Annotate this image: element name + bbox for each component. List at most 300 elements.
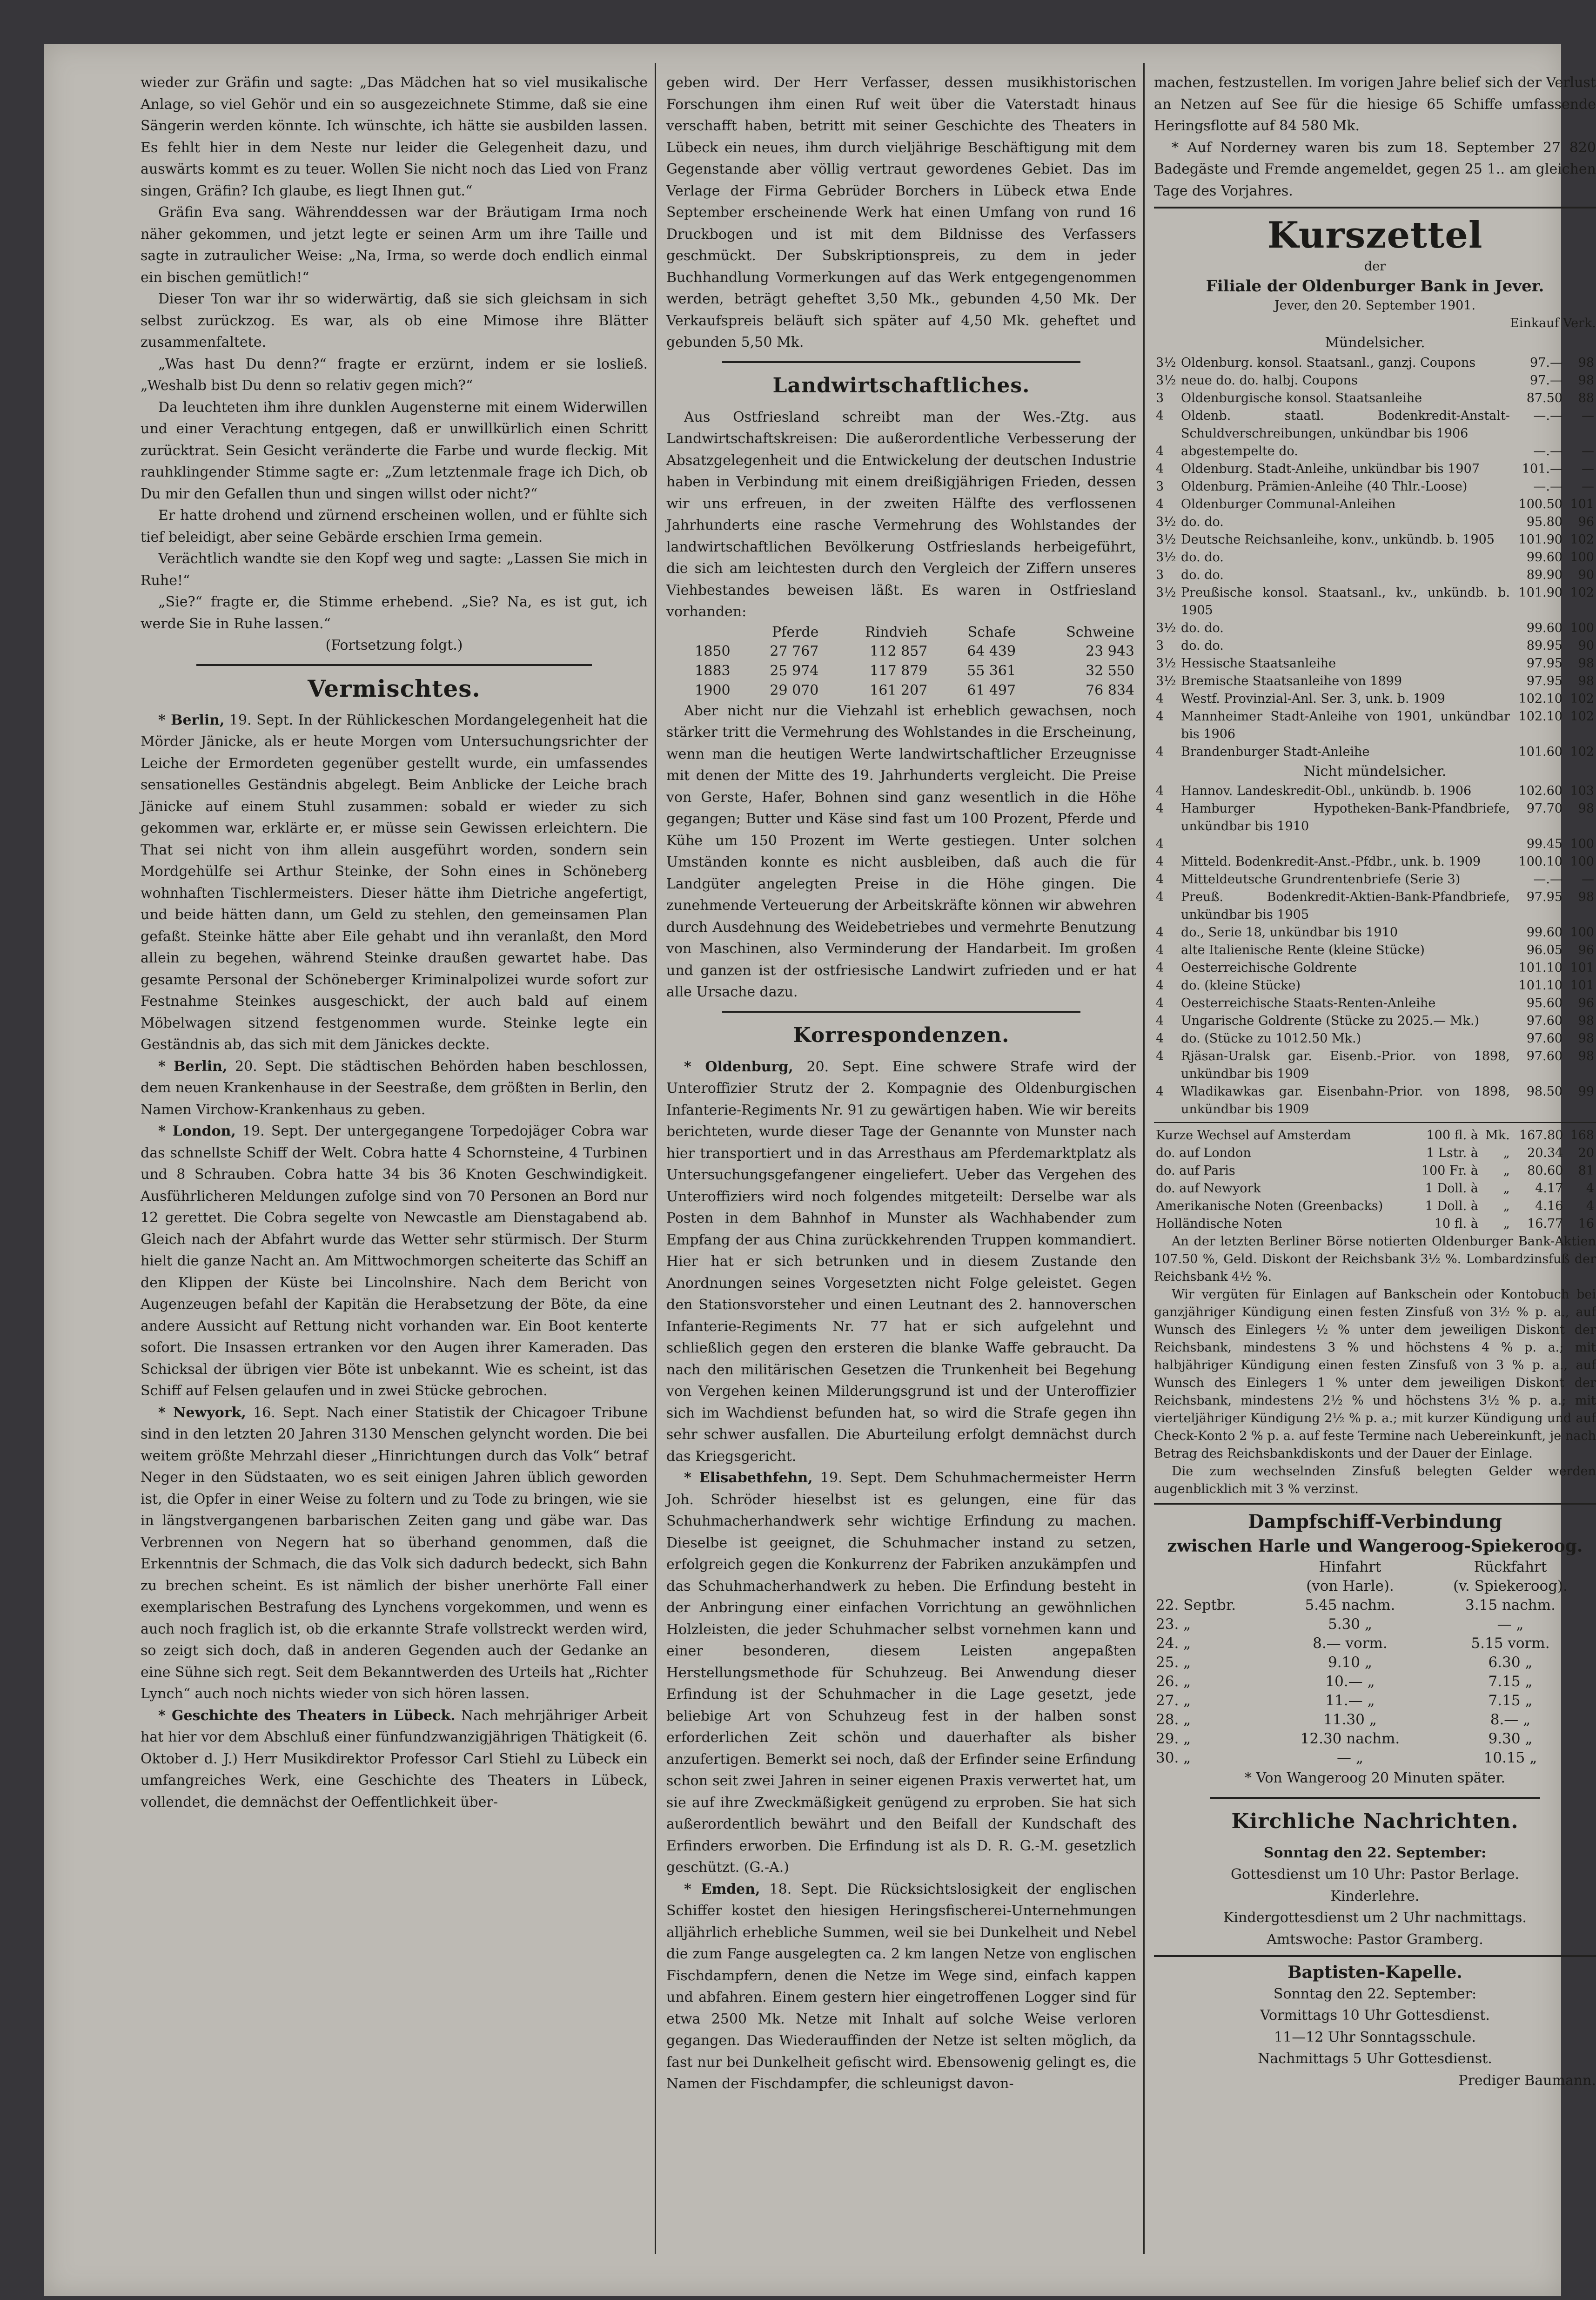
table-row	[1154, 1127, 1596, 1144]
security-name: Ungarische Goldrente (Stücke zu 2025.— Mk.)	[1181, 1014, 1479, 1028]
price: —.—	[1533, 444, 1562, 458]
baptist-line: 11—12 Uhr Sonntagsschule.	[1274, 2029, 1476, 2045]
securities-table-mundelsicher	[1154, 354, 1596, 761]
ferry-time: 6.30 „	[1488, 1654, 1533, 1671]
price: —	[1582, 408, 1594, 423]
table-row	[1154, 513, 1596, 531]
ferry-subtitle: zwischen Harle und Wangeroog-Spiekeroog.	[1167, 1536, 1583, 1556]
newspaper-page	[44, 44, 1596, 2296]
security-name: Oldenb. staatl. Bodenkredit-Anstalt-Schuldverschreibungen, unkündbar bis 1906	[1181, 408, 1510, 441]
security-name: do. do.	[1181, 620, 1224, 635]
exchange-value: 100 fl. à	[1426, 1128, 1478, 1143]
news-text: 18. Sept. Die Rücksichtslosigkeit der englischen Schiffer kostet den hiesigen Heringsfischerei-Unternehmungen alljährlich erhebliche Summen, weil sie bei Dunkelheit und Nebel die zum Fange ausgelegten ca. 2 km langen Netze von englischen Fischdampfern, denen die Netze im Wege sind, einfach kappen und abfahren. Einem gestern hier eingetroffenen Logger sind für etwa 2500 Mk. Netze mit Inhalt auf solche Weise verloren gegangen. Das Wiederauffinden der Netze ist selten möglich, da fast nur bei Dunkelheit gefischt wird. Ebensowenig gelingt es, die Namen der Fischdampfer, die schleunigst davon-	[666, 1881, 1136, 2092]
interest-rate: 4	[1156, 691, 1164, 706]
table-header-row	[1154, 1558, 1596, 1596]
exchange-value: „	[1503, 1199, 1510, 1213]
kurszettel-column-labels: Einkauf Verk.	[1509, 316, 1596, 330]
exchange-value: 4	[1586, 1181, 1594, 1196]
price: —.—	[1533, 408, 1562, 423]
column-header: Schweine	[1066, 624, 1134, 640]
kurszettel-note: Die zum wechselnden Zinsfuß belegten Gelder werden augenblicklich mit 3 % verzinst.	[1154, 1464, 1596, 1496]
table-row	[1154, 924, 1596, 942]
price: 100	[1570, 550, 1594, 565]
interest-rate: 4	[1156, 996, 1164, 1010]
interest-rate: 4	[1156, 890, 1164, 904]
interest-rate: 4	[1156, 744, 1164, 759]
table-row	[1154, 1012, 1596, 1030]
security-name: Oesterreichische Goldrente	[1181, 961, 1357, 975]
news-dateline: * Newyork,	[158, 1404, 246, 1421]
price: 100.10	[1518, 854, 1562, 869]
security-name: Rjäsan-Uralsk gar. Eisenb.-Prior. von 1898, unkündbar bis 1909	[1181, 1049, 1510, 1081]
table-row	[1154, 1162, 1596, 1180]
interest-rate: 4	[1156, 444, 1164, 458]
kurszettel-title: Kurszettel	[1267, 214, 1483, 256]
kurszettel-note: An der letzten Berliner Börse notierten Oldenburger Bank-Aktien 107.50 %, Geld. Diskont der Reichsbank 3½ %. Lombardzinsfuß der Reichsbank 4½ %.	[1154, 1234, 1596, 1284]
table-row	[1154, 1749, 1596, 1768]
column-rule	[655, 63, 656, 2254]
ferry-date: 28. „	[1156, 1711, 1191, 1728]
price: 98	[1578, 801, 1594, 816]
table-row	[1154, 871, 1596, 888]
news-item	[141, 1056, 648, 1121]
price: 100	[1570, 837, 1594, 851]
news-dateline: * Emden,	[684, 1881, 760, 1897]
interest-rate: 4	[1156, 1084, 1164, 1099]
table-row	[1154, 690, 1596, 708]
column-header-sub: (v. Spiekeroog).	[1453, 1578, 1568, 1594]
church-line: Kinderlehre.	[1330, 1888, 1420, 1904]
price: 98.50	[1526, 1084, 1562, 1099]
ferry-time: 10.15 „	[1483, 1749, 1537, 1766]
price: 102	[1570, 585, 1594, 600]
security-name: abgestempelte do.	[1181, 444, 1298, 458]
table-row: 1900 29 070 161 207 61 497 76 834	[695, 682, 1134, 699]
securities-table-nicht-mundelsicher	[1154, 782, 1596, 1118]
kurszettel-date: Jever, den 20. September 1901.	[1274, 298, 1476, 313]
column-1	[141, 72, 648, 2240]
ferry-date: 26. „	[1156, 1673, 1191, 1690]
news-item	[141, 1402, 648, 1705]
church-date: Sonntag den 22. September:	[1263, 1844, 1487, 1861]
ferry-time: 5.15 vorm.	[1471, 1635, 1550, 1652]
price: 98	[1578, 890, 1594, 904]
price: 101	[1570, 497, 1594, 511]
exchange-value: „	[1503, 1146, 1510, 1160]
price: 99	[1578, 1084, 1594, 1099]
price: 98	[1578, 673, 1594, 688]
bank-branch-title: Filiale der Oldenburger Bank in Jever.	[1206, 277, 1544, 296]
interest-rate: 3½	[1156, 620, 1176, 635]
security-name: neue do. do. halbj. Coupons	[1181, 373, 1358, 388]
ferry-time: 5.30 „	[1328, 1616, 1372, 1633]
ferry-time: 5.45 nachm.	[1305, 1597, 1395, 1614]
security-name: alte Italienische Rente (kleine Stücke)	[1181, 943, 1425, 957]
table-row	[1154, 1634, 1596, 1653]
ferry-time: 10.— „	[1325, 1673, 1375, 1690]
price: 88	[1578, 390, 1594, 405]
table-row	[1154, 1180, 1596, 1197]
security-name: Mitteldeutsche Grundrentenbriefe (Serie 3)	[1181, 872, 1461, 887]
interest-rate: 4	[1156, 837, 1164, 851]
ferry-note: * Von Wangeroog 20 Minuten später.	[1244, 1770, 1506, 1786]
table-row	[1154, 835, 1596, 853]
exchange-value: 1 Doll. à	[1425, 1199, 1478, 1213]
price: 89.90	[1526, 567, 1562, 582]
security-name: Oldenburgische konsol. Staatsanleihe	[1181, 390, 1422, 405]
price: 103	[1570, 784, 1594, 798]
security-name: do. do.	[1181, 514, 1224, 529]
table-row	[1154, 1030, 1596, 1048]
section-divider	[1154, 1503, 1596, 1505]
interest-rate: 4	[1156, 709, 1164, 724]
price: 100.50	[1518, 497, 1562, 511]
table-row	[1154, 655, 1596, 673]
ferry-date: 25. „	[1156, 1654, 1191, 1671]
security-name: Mannheimer Stadt-Anleihe von 1901, unkündbar bis 1906	[1181, 709, 1510, 741]
table-row	[1154, 478, 1596, 496]
exchange-value: 100 Fr. à	[1421, 1163, 1478, 1178]
table-row	[1154, 460, 1596, 478]
table-row	[1154, 1215, 1596, 1233]
security-name	[1179, 835, 1512, 853]
security-name: do. (kleine Stücke)	[1181, 978, 1301, 993]
exchange-value: „	[1503, 1181, 1510, 1196]
ferry-time: 7.15 „	[1488, 1673, 1533, 1690]
price: 101	[1570, 978, 1594, 993]
section-divider	[1210, 1797, 1540, 1799]
ferry-date: 30. „	[1156, 1749, 1191, 1766]
table-row	[1154, 800, 1596, 835]
divider	[1154, 1122, 1596, 1123]
price: 96	[1578, 943, 1594, 957]
price: 97.95	[1526, 656, 1562, 671]
section-divider	[722, 361, 1080, 363]
article-paragraph: Aber nicht nur die Viehzahl ist erheblich gewachsen, noch stärker tritt die Vermehrung des Wohlstandes in die Erscheinung, wenn man die heutigen Werte landwirtschaftlicher Erzeugnisse mit denen der Mitte des 19. Jahrhunderts vergleicht. Die Preise von Gerste, Hafer, Bohnen sind ganz wesentlich in die Höhe gegangen; Butter und Käse sind fast um 100 Prozent, Pferde und Kühe um 150 Prozent im Werte gestiegen. Unter solchen Umständen konnte es nicht ausbleiben, daß auch die für Landgüter angelegten Preise in die Höhe gingen. Die zunehmende Verteuerung der Arbeitskräfte können wir abwehren durch Ausdehnung des Weidebetriebes und vermehrte Benutzung von Maschinen, also Verminderung der Handarbeit. Im großen und ganzen ist der ostfriesische Landwirt zufrieden und er hat alle Ursache dazu.	[666, 702, 1136, 1000]
story-paragraph: wieder zur Gräfin und sagte: „Das Mädchen hat so viel musikalische Anlage, so viel Gehör und ein so ausgezeichnete Stimme, daß sie eine Sängerin werden könnte. Ich wünschte, ich hätte sie ausbilden lassen. Es fehlt hier in dem Neste nur leider die Gelegenheit dazu, und auswärts kommt es zu teuer. Wollen Sie nicht noch das Lied von Franz singen, Gräfin? Ich glaube, es liegt Ihnen gut.“	[141, 74, 648, 199]
table-row	[1154, 407, 1596, 443]
table-row	[1154, 584, 1596, 619]
price: —.—	[1533, 872, 1562, 887]
table-row: 1883 25 974 117 879 55 361 32 550	[695, 662, 1134, 679]
exchange-value: „	[1503, 1217, 1510, 1231]
price: 95.60	[1526, 996, 1562, 1010]
exchange-value: 4	[1586, 1199, 1594, 1213]
ferry-schedule-table	[1154, 1558, 1596, 1768]
exchange-label: do. auf London	[1156, 1146, 1251, 1160]
exchange-label: Amerikanische Noten (Greenbacks)	[1156, 1199, 1383, 1213]
section-heading-vermischtes: Vermischtes.	[308, 674, 481, 702]
price: 102	[1570, 691, 1594, 706]
price: 99.45	[1526, 837, 1562, 851]
exchange-label: Holländische Noten	[1156, 1217, 1282, 1231]
baptist-signature: Prediger Baumann.	[1458, 2072, 1596, 2089]
price: 101.90	[1518, 532, 1562, 547]
security-name: Oldenburger Communal-Anleihen	[1181, 497, 1396, 511]
price: 97.60	[1526, 1031, 1562, 1046]
price: 97.—	[1530, 373, 1562, 388]
column-rule	[1143, 63, 1145, 2254]
table-row	[1154, 1672, 1596, 1691]
table-row	[1154, 619, 1596, 637]
exchange-value: 81	[1578, 1163, 1594, 1178]
table-row	[1154, 888, 1596, 924]
interest-rate: 4	[1156, 1031, 1164, 1046]
interest-rate: 4	[1156, 408, 1164, 423]
news-text: Nach mehrjähriger Arbeit hat hier vor dem Abschluß einer fünfundzwanzigjährigen Thätigkeit (6. Oktober d. J.) Herr Musikdirektor Professor Carl Stiehl zu Lübeck ein umfangreiches Werk, eine Geschichte des Theaters in Lübeck, vollendet, die demnächst der Oeffentlichkeit über-	[141, 1707, 648, 1810]
price: 97.95	[1526, 673, 1562, 688]
exchange-value: 4.17	[1535, 1181, 1563, 1196]
price: 102	[1570, 744, 1594, 759]
table-row	[1154, 995, 1596, 1012]
price: 87.50	[1526, 390, 1562, 405]
price: 101.90	[1518, 585, 1562, 600]
table-row	[1154, 782, 1596, 800]
table-row	[1154, 549, 1596, 566]
ferry-date: 24. „	[1156, 1635, 1191, 1652]
security-name: Westf. Provinzial-Anl. Ser. 3, unk. b. 1909	[1181, 691, 1445, 706]
price: 100	[1570, 854, 1594, 869]
price: 102	[1570, 709, 1594, 724]
table-row	[1154, 743, 1596, 761]
interest-rate: 3½	[1156, 355, 1176, 370]
price: —.—	[1533, 479, 1562, 494]
ferry-time: 11.— „	[1325, 1692, 1375, 1709]
news-text: 16. Sept. Nach einer Statistik der Chicagoer Tribune sind in den letzten 20 Jahren 3130 Menschen gelyncht worden. Die bei weitem größte Mehrzahl dieser „Hinrichtungen durch das Volk“ betraf Neger in den Südstaaten, wo es seit einigen Jahren üblich geworden ist, die Opfer in einer Weise zu foltern und zu Tode zu bringen, wie sie in längstvergangenen barbarischen Zeiten gang und gäbe war. Das Verbrennen von Negern hat so überhand genommen, daß die Erkenntnis der Schmach, die das Volk sich dadurch bedeckt, sich Bahn zu brechen scheint. Es ist nämlich der bisher unerhörte Fall einer exemplarischen Bestrafung des Lynchens vorgekommen, und wenn es auch noch fraglich ist, ob die erkannte Strafe vollstreckt werden wird, so zeigt sich doch, daß in anderen Gegenden auch der Gedanke an eine Sühne sich regt. Seit dem Bekanntwerden des Urteils hat „Richter Lynch“ auch noch nichts wieder von sich hören lassen.	[141, 1404, 648, 1702]
price: 99.60	[1526, 620, 1562, 635]
exchange-label: Kurze Wechsel auf Amsterdam	[1156, 1128, 1351, 1143]
news-item	[141, 1705, 648, 1814]
security-name: Mitteld. Bodenkredit-Anst.-Pfdbr., unk. b. 1909	[1181, 854, 1481, 869]
column-header: Hinfahrt	[1319, 1559, 1381, 1575]
security-name: Preuß. Bodenkredit-Aktien-Bank-Pfandbriefe, unkündbar bis 1905	[1181, 890, 1510, 922]
price: 98	[1578, 1031, 1594, 1046]
interest-rate: 3½	[1156, 514, 1176, 529]
security-name: Oldenburg. Stadt-Anleihe, unkündbar bis 1907	[1181, 461, 1480, 476]
exchange-value: 1 Lstr. à	[1426, 1146, 1478, 1160]
price: 90	[1578, 638, 1594, 653]
interest-rate: 3	[1156, 567, 1164, 582]
news-item	[666, 1056, 1136, 1468]
security-name: Preußische konsol. Staatsanl., kv., unkündb. b. 1905	[1181, 585, 1510, 618]
exchange-value: „	[1503, 1163, 1510, 1178]
price: 96	[1578, 514, 1594, 529]
church-line: Gottesdienst um 10 Uhr: Pastor Berlage.	[1231, 1866, 1519, 1883]
price: 100	[1570, 620, 1594, 635]
price: 97.70	[1526, 801, 1562, 816]
column-header: Pferde	[772, 624, 819, 640]
kurszettel-der: der	[1364, 259, 1386, 274]
article-continuation: machen, festzustellen. Im vorigen Jahre belief sich der Verlust an Netzen auf See für die hiesige 65 Schiffe umfassende Heringsflotte auf 84 580 Mk.	[1154, 74, 1596, 134]
price: 102.60	[1518, 784, 1562, 798]
news-dateline: * Elisabethfehn,	[684, 1470, 813, 1486]
news-item	[666, 1467, 1136, 1879]
price: 99.60	[1526, 925, 1562, 940]
exchange-value: 167.80	[1519, 1128, 1563, 1143]
news-item	[141, 1121, 648, 1402]
table-row	[1154, 1083, 1596, 1118]
interest-rate: 4	[1156, 961, 1164, 975]
price: 95.80	[1526, 514, 1562, 529]
price: 101.10	[1518, 961, 1562, 975]
table-row	[1154, 1048, 1596, 1083]
table-row	[1154, 566, 1596, 584]
continued-note: (Fortsetzung folgt.)	[325, 637, 463, 653]
church-line: Kindergottesdienst um 2 Uhr nachmittags.	[1223, 1910, 1527, 1926]
news-dateline: * Geschichte des Theaters in Lübeck.	[158, 1707, 456, 1724]
security-name: do. do.	[1181, 638, 1224, 653]
subsection-heading: Nicht mündelsicher.	[1303, 763, 1447, 780]
price: 101.60	[1518, 744, 1562, 759]
news-dateline: * Oldenburg,	[684, 1058, 793, 1075]
interest-rate: 3½	[1156, 656, 1176, 671]
news-dateline: * Berlin,	[158, 1058, 228, 1075]
article-paragraph: Aus Ostfriesland schreibt man der Wes.-Ztg. aus Landwirtschaftskreisen: Die außerordentliche Verbesserung der Absatzgelegenheit und die Entwickelung der deutschen Industrie haben in Verbindung mit einem dreißigjährigen Frieden, dessen wir uns erfreuen, in der zweiten Hälfte des verflossenen Jahrhunderts eine rasche Vermehrung des Wohlstandes der landwirtschaftlichen Bevölkerung Ostfrieslands herbeigeführt, die sich am leichtesten durch den Vergleich der Ziffern unseres Viehbestandes beweisen läßt. Es waren in Ostfriesland vorhanden:	[666, 409, 1136, 620]
table-row	[1154, 443, 1596, 460]
security-name: do. do.	[1181, 567, 1224, 582]
table-row: 1850 27 767 112 857 64 439 23 943	[695, 643, 1134, 659]
interest-rate: 4	[1156, 1014, 1164, 1028]
price: 97.—	[1530, 355, 1562, 370]
story-paragraph: Er hatte drohend und zürnend erscheinen wollen, und er fühlte sich tief beleidigt, aber seine Gebärde erschien Irma gemein.	[141, 507, 648, 545]
ferry-time: 8.— „	[1490, 1711, 1531, 1728]
price: 98	[1578, 656, 1594, 671]
price: —	[1582, 444, 1594, 458]
table-row	[1154, 977, 1596, 995]
ferry-time: — „	[1497, 1616, 1524, 1633]
price: 98	[1578, 373, 1594, 388]
exchange-value: 16.77	[1527, 1217, 1563, 1231]
price: 98	[1578, 1049, 1594, 1063]
ferry-time: 9.30 „	[1488, 1730, 1533, 1747]
interest-rate: 4	[1156, 497, 1164, 511]
ferry-time: 8.— vorm.	[1313, 1635, 1388, 1652]
story-paragraph: Dieser Ton war ihr so widerwärtig, daß sie sich gleichsam in sich selbst zurückzog. Es war, als ob eine Mimose ihre Blätter zusammenfaltete.	[141, 291, 648, 350]
story-paragraph: Da leuchteten ihm ihre dunklen Augensterne mit einem Widerwillen und einer Verachtung entgegen, daß er unwillkürlich einen Schritt zurücktrat. Sein Gesicht veränderte die Farbe und wurde fleckig. Mit rauhklingender Stimme sagte er: „Zum letztenmale frage ich Dich, ob Du mir den Gefallen thun und singen willst oder nicht?“	[141, 399, 648, 502]
interest-rate: 3	[1156, 479, 1164, 494]
price: —	[1582, 479, 1594, 494]
table-row	[1154, 531, 1596, 549]
interest-rate: 3½	[1156, 585, 1176, 600]
ferry-date: 27. „	[1156, 1692, 1191, 1709]
news-dateline: * London,	[158, 1123, 236, 1139]
price: —	[1582, 872, 1594, 887]
exchange-value: 16	[1578, 1217, 1594, 1231]
interest-rate: 4	[1156, 1049, 1164, 1063]
ferry-time: 12.30 nachm.	[1300, 1730, 1400, 1747]
price: 99.60	[1526, 550, 1562, 565]
ferry-time: 11.30 „	[1323, 1711, 1377, 1728]
section-divider	[1154, 207, 1596, 208]
price: 97.95	[1526, 890, 1562, 904]
table-row	[1154, 708, 1596, 743]
price: 102	[1570, 532, 1594, 547]
table-row	[1154, 1710, 1596, 1729]
interest-rate: 3½	[1156, 373, 1176, 388]
interest-rate: 4	[1156, 978, 1164, 993]
table-row	[1154, 1144, 1596, 1162]
ferry-date: 29. „	[1156, 1730, 1191, 1747]
column-header: Rückfahrt	[1474, 1559, 1547, 1575]
section-divider	[1154, 1955, 1596, 1957]
security-name: Bremische Staatsanleihe von 1899	[1181, 673, 1402, 688]
table-row	[1154, 1691, 1596, 1710]
table-row	[1154, 1653, 1596, 1672]
exchange-value: 1 Doll. à	[1425, 1181, 1478, 1196]
table-row	[1154, 942, 1596, 959]
security-name: do., Serie 18, unkündbar bis 1910	[1181, 925, 1398, 940]
ferry-date: 23. „	[1156, 1616, 1191, 1633]
exchange-value: 10 fl. à	[1434, 1217, 1478, 1231]
ferry-title: Dampfschiff-Verbindung	[1247, 1511, 1502, 1533]
column-2	[666, 72, 1136, 2240]
news-item	[666, 1879, 1136, 2095]
exchange-value: Mk.	[1485, 1128, 1510, 1143]
table-row	[1154, 1197, 1596, 1215]
price: 102.10	[1518, 691, 1562, 706]
exchange-value: 168	[1570, 1128, 1594, 1143]
price: 101.10	[1518, 978, 1562, 993]
ferry-time: 7.15 „	[1488, 1692, 1533, 1709]
table-row	[1154, 1615, 1596, 1634]
column-3	[1154, 72, 1596, 2240]
price: 96.05	[1526, 943, 1562, 957]
interest-rate: 4	[1156, 872, 1164, 887]
article-continuation: geben wird. Der Herr Verfasser, dessen musikhistorischen Forschungen ihm einen Ruf weit über die Vaterstadt hinaus verschafft haben, betritt mit seiner Geschichte des Theaters in Lübeck ein neues, ihm durch vieljährige Beschäftigung mit dem Gegenstande aber völlig vertraut gewordenes Gebiet. Das im Verlage der Firma Gebrüder Borchers in Lübeck etwa Ende September erscheinende Werk hat einen Umfang von rund 16 Druckbogen und ist mit dem Bildnisse des Verfassers geschmückt. Der Subskriptionspreis, zu dem in jeder Buchhandlung Vormerkungen auf das Werk entgegengenommen werden, beträgt geheftet 3,50 Mk., gebunden 4,50 Mk. Der Verkaufspreis beläuft sich später auf 4,50 Mk. geheftet und gebunden 5,50 Mk.	[666, 74, 1136, 350]
interest-rate: 4	[1156, 784, 1164, 798]
exchange-value: 20	[1578, 1146, 1594, 1160]
news-text: 19. Sept. Dem Schuhmachermeister Herrn Joh. Schröder hieselbst ist es gelungen, eine für das Schuhmacherhandwerk sehr wichtige Erfindung zu machen. Dieselbe ist geeignet, die Schuhmacher instand zu setzen, erfolgreich gegen die Konkurrenz der Fabriken anzukämpfen und das Schuhmacherhandwerk zu heben. Die Erfindung besteht in der Anbringung einer einfachen Vorrichtung an gewöhnlichen Holzleisten, die jeder Schuhmacher selbst vornehmen kann und einer besonderen, diesem Leisten angepaßten Herstellungsmethode für Schuhzeug. Bei Anwendung dieser Erfindung ist der Schuhmacher in die Lage gesetzt, jede beliebige Art von Schuhzeug fest in der halben sonst erforderlichen Zeit schön und dauerhafter als bisher anzufertigen. Bemerkt sei noch, daß der Erfinder seine Erfindung schon seit zwei Jahren in seiner eigenen Praxis verwertet hat, um sie auf ihre Zweckmäßigkeit genügend zu erproben. Sie hat sich außerordentlich bewährt und den Beifall der Kundschaft des Erfinders erworben. Die Erfindung ist als D. R. G.-M. gesetzlich geschützt. (G.-A.)	[666, 1470, 1136, 1876]
security-name: Brandenburger Stadt-Anleihe	[1181, 744, 1370, 759]
exchange-label: do. auf Paris	[1156, 1163, 1235, 1178]
table-row	[1154, 354, 1596, 372]
livestock-table	[666, 623, 1136, 700]
price: 98	[1578, 355, 1594, 370]
security-name: Hannov. Landeskredit-Obl., unkündb. b. 1906	[1181, 784, 1472, 798]
price: 89.95	[1526, 638, 1562, 653]
security-name: do. do.	[1181, 550, 1224, 565]
interest-rate: 3½	[1156, 532, 1176, 547]
exchange-label: do. auf Newyork	[1156, 1181, 1261, 1196]
table-header-row	[666, 623, 1136, 642]
table-row	[1154, 390, 1596, 407]
section-divider	[196, 664, 592, 666]
security-name: Oesterreichische Staats-Renten-Anleihe	[1181, 996, 1436, 1010]
news-dateline: * Berlin,	[158, 712, 225, 728]
column-header: Rindvieh	[865, 624, 928, 640]
table-row	[1154, 1729, 1596, 1749]
price: 96	[1578, 996, 1594, 1010]
price: 101.—	[1522, 461, 1562, 476]
story-paragraph: „Was hast Du denn?“ fragte er erzürnt, indem er sie losließ. „Weshalb bist Du denn so relativ gegen mich?“	[141, 356, 648, 394]
ferry-time: 9.10 „	[1328, 1654, 1372, 1671]
price: 100	[1570, 925, 1594, 940]
table-row	[1154, 853, 1596, 871]
interest-rate: 3½	[1156, 550, 1176, 565]
price: 102.10	[1518, 709, 1562, 724]
table-row	[1154, 372, 1596, 390]
news-item	[141, 710, 648, 1056]
table-row	[1154, 673, 1596, 690]
news-text: 19. Sept. Der untergegangene Torpedojäger Cobra war das schnellste Schiff der Welt. Cobra hatte 4 Schornsteine, 4 Turbinen und 8 Schrauben. Cobra hatte 34 bis 36 Knoten Geschwindigkeit. Ausführlicheren Meldungen zufolge sind von 70 Personen an Bord nur 12 gerettet. Die Cobra segelte von Newcastle am Dienstagabend ab. Gleich nach der Abfahrt wurde das Wetter sehr stürmisch. Der Sturm hielt die ganze Nacht an. Am Mittwochmorgen scheiterte das Schiff an den Klippen der Küste bei Lincolnshire. Nach dem Bericht von Augenzeugen befahl der Kapitän die Herabsetzung der Böte, da eine andere Aussicht auf Rettung nicht vorhanden war. Ein Boot kenterte sofort. Die Insassen ertranken vor den Augen ihrer Kameraden. Das Schicksal der übrigen vier Böte ist unbekannt. Wie es scheint, ist das Schiff auf Felsen gelaufen und in zwei Stücke gebrochen.	[141, 1123, 648, 1399]
news-text: 19. Sept. In der Rühlickeschen Mordangelegenheit hat die Mörder Jänicke, als er heute Morgen vom Untersuchungsrichter der Leiche der Ermordeten gegenüber gestellt wurde, ein umfassendes sensationelles Geständnis abgelegt. Beim Anblicke der Leiche brach Jänicke auf einem Stuhl zusammen: sobald er wieder zu sich gekommen war, erklärte er, er müsse sein Gewissen erleichtern. Die That sei nicht von ihm allein ausgeführt worden, sondern sein Mordgehülfe sei Arthur Steinke, der Sohn eines in Schöneberg wohnhaften Tischlermeisters. Dieser hätte ihm Dietriche angefertigt, und beide hätten dann, um Geld zu stehlen, den gemeinsamen Plan gefaßt. Steinke hätte aber Eile gehabt und ihn veranlaßt, den Mord allein zu begehen, während Steinke draußen gewartet habe. Das gesamte Personal der Schöneberger Kriminalpolizei wurde sofort zur Festnahme Steinkes ausgeschickt, der auch bald auf einem Möbelwagen sitzend festgenommen wurde. Steinke legte ein Geständnis ab, das sich mit dem Jänickes deckte.	[141, 712, 648, 1053]
interest-rate: 4	[1156, 943, 1164, 957]
price: 97.60	[1526, 1014, 1562, 1028]
section-heading-korrespondenzen: Korrespondenzen.	[793, 1023, 1010, 1047]
news-item: * Auf Norderney waren bis zum 18. September 27 820 Badegäste und Fremde angemeldet, gegen 25 1.. am gleichen Tage des Vorjahres.	[1154, 139, 1596, 199]
ferry-date: 22. Septbr.	[1156, 1597, 1236, 1614]
exchange-value: 4.16	[1535, 1199, 1563, 1213]
